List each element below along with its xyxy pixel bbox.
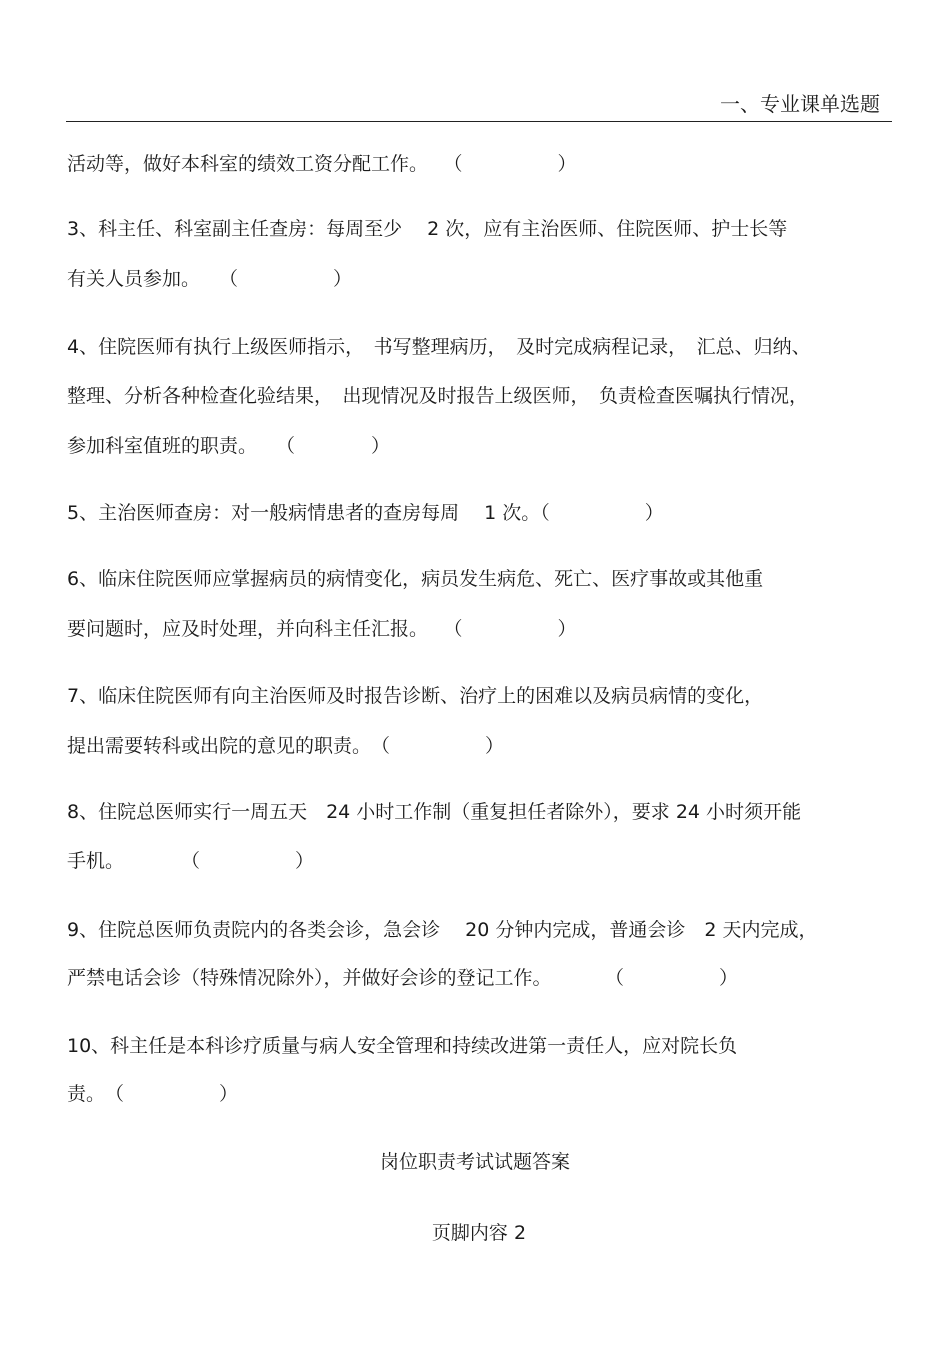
question-line: 参加科室值班的职责。 （ ） bbox=[67, 435, 391, 457]
header-divider bbox=[66, 121, 892, 122]
question-line: 有关人员参加。 （ ） bbox=[67, 268, 353, 290]
section-title: 一、专业课单选题 bbox=[720, 92, 880, 116]
question-line: 5、主治医师查房：对一般病情患者的查房每周 1 次。（ ） bbox=[67, 502, 664, 524]
question-line: 7、临床住院医师有向主治医师及时报告诊断、治疗上的困难以及病员病情的变化， bbox=[67, 685, 764, 707]
question-line: 10、科主任是本科诊疗质量与病人安全管理和持续改进第一责任人，应对院长负 bbox=[67, 1035, 738, 1057]
answer-heading: 岗位职责考试试题答案 bbox=[379, 1151, 570, 1173]
question-line: 手机。 （ ） bbox=[67, 850, 315, 872]
question-line: 4、住院医师有执行上级医师指示， 书写整理病历， 及时完成病程记录， 汇总、归纳、 bbox=[67, 336, 811, 358]
question-line: 提出需要转科或出院的意见的职责。 （ ） bbox=[67, 735, 505, 757]
question-line: 3、科主任、科室副主任查房：每周至少 2 次，应有主治医师、住院医师、护士长等 bbox=[67, 218, 788, 240]
question-line: 6、临床住院医师应掌握病员的病情变化，病员发生病危、死亡、医疗事故或其他重 bbox=[67, 568, 764, 590]
page-footer: 页脚内容 2 bbox=[431, 1222, 527, 1244]
question-line: 责。 （ ） bbox=[67, 1083, 239, 1105]
question-line: 8、住院总医师实行一周五天 24 小时工作制（重复担任者除外），要求 24 小时须开能 bbox=[67, 801, 802, 823]
question-line: 活动等，做好本科室的绩效工资分配工作。 （ ） bbox=[67, 153, 577, 175]
question-line: 要问题时，应及时处理，并向科主任汇报。 （ ） bbox=[67, 618, 577, 640]
question-line: 9、住院总医师负责院内的各类会诊，急会诊 20 分钟内完成，普通会诊 2 天内完成， bbox=[67, 919, 818, 941]
question-line: 整理、分析各种检查化验结果， 出现情况及时报告上级医师， 负责检查医嘱执行情况， bbox=[67, 385, 809, 407]
question-line: 严禁电话会诊（特殊情况除外），并做好会诊的登记工作。 （ ） bbox=[67, 967, 739, 989]
